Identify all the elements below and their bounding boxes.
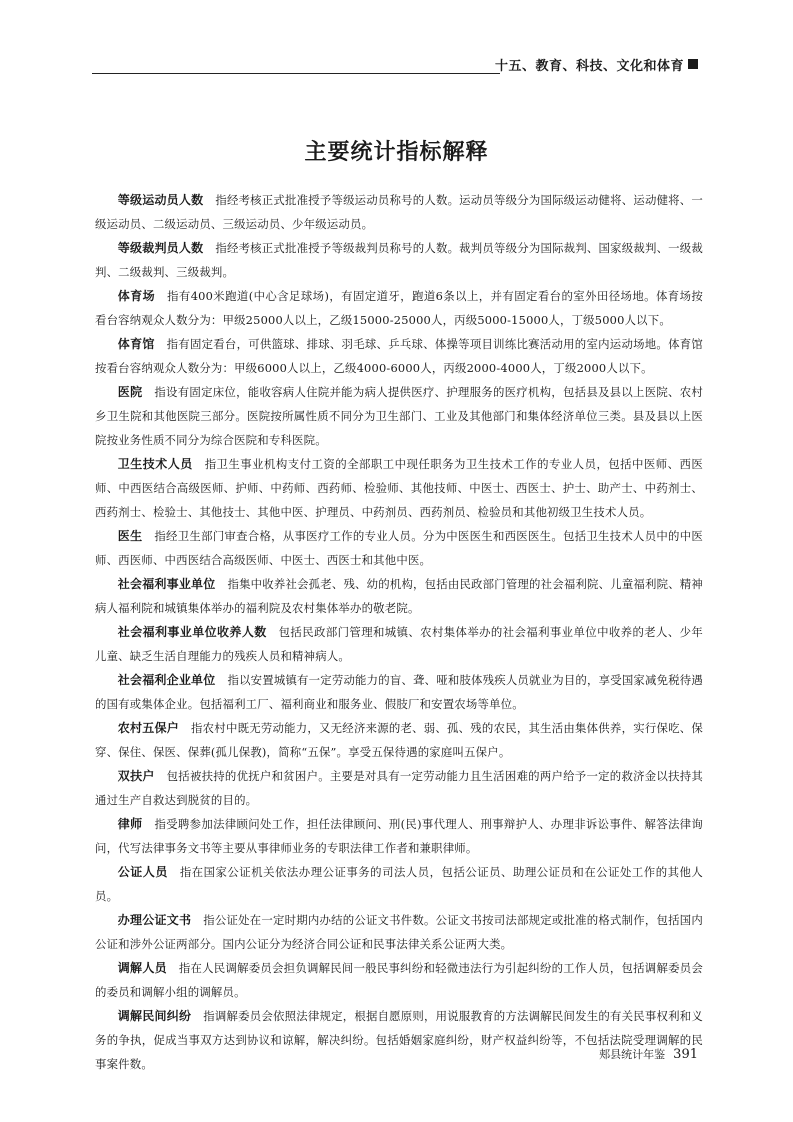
definition-term: 调解民间纠纷 [117, 1009, 192, 1023]
definition-text: 指有固定看台，可供篮球、排球、羽毛球、乒乓球、体操等项目训练比赛活动用的室内运动场地。体育馆按看台容纳观众人数分为：甲级6000人以上，乙级4000-6000人，丙级2000-4000人，丁级2000人以下。 [95, 337, 704, 375]
definition-term: 双扶户 [117, 769, 155, 783]
section-title: 十五、教育、科技、文化和体育 [494, 59, 684, 74]
page-title: 主要统计指标解释 [304, 140, 489, 165]
definition-entry [95, 524, 703, 572]
definition-text: 指受聘参加法律顾问处工作，担任法律顾问、刑(民)事代理人、刑事辩护人、办理非诉讼事件、解答法律询问，代写法律事务文书等主要从事律师业务的专职法律工作者和兼职律师。 [95, 817, 703, 855]
definition-entry [95, 188, 703, 236]
definition-term: 社会福利事业单位收养人数 [117, 625, 267, 639]
definition-term: 等级运动员人数 [117, 193, 204, 207]
definition-text: 指农村中既无劳动能力，又无经济来源的老、弱、孤、残的农民，其生活由集体供养，实行保吃、保穿、保住、保医、保葬(孤儿保教)，简称“五保”。享受五保待遇的家庭叫五保户。 [95, 721, 703, 759]
definition-term: 卫生技术人员 [117, 457, 193, 471]
definition-text: 指在国家公证机关依法办理公证事务的司法人员，包括公证员、助理公证员和在公证处工作的其他人员。 [95, 865, 703, 903]
definition-entry [95, 860, 703, 908]
header-rule [92, 73, 500, 74]
definition-term: 公证人员 [117, 865, 168, 879]
definition-entry [95, 620, 703, 668]
definition-text: 指集中收养社会孤老、残、幼的机构，包括由民政部门管理的社会福利院、儿童福利院、精神病人福利院和城镇集体举办的福利院及农村集体举办的敬老院。 [95, 577, 703, 615]
definition-term: 体育馆 [117, 337, 155, 351]
definition-text: 指调解委员会依照法律规定，根据自愿原则，用说服教育的方法调解民间发生的有关民事权利和义务的争执，促成当事双方达到协议和谅解，解决纠纷。包括婚姻家庭纠纷，财产权益纠纷等，不包括法院受理调解的民事案件数。 [95, 1009, 703, 1071]
definition-entry [95, 764, 703, 812]
definition-term: 医生 [117, 529, 143, 543]
definition-list [95, 188, 703, 1076]
definition-entry [95, 332, 703, 380]
publication-name: 郏县统计年鉴 [599, 1048, 666, 1061]
black-square-icon [688, 59, 698, 69]
definition-term: 社会福利事业单位 [117, 577, 216, 591]
definition-term: 医院 [117, 385, 143, 399]
definition-text: 指在人民调解委员会担负调解民间一般民事纠纷和轻微违法行为引起纠纷的工作人员，包括调解委员会的委员和调解小组的调解员。 [95, 961, 703, 999]
definition-entry [95, 908, 703, 956]
definition-entry [95, 812, 703, 860]
page-footer [599, 1046, 698, 1062]
definition-text: 指经考核正式批准授予等级裁判员称号的人数。裁判员等级分为国际裁判、国家级裁判、一级裁判、二级裁判、三级裁判。 [95, 241, 703, 279]
running-header [92, 52, 704, 76]
definition-text: 指设有固定床位，能收容病人住院并能为病人提供医疗、护理服务的医疗机构，包括县及县以上医院、农村乡卫生院和其他医院三部分。医院按所属性质不同分为卫生部门、工业及其他部门和集体经济单位三类。县及县以上医院按业务性质不同分为综合医院和专科医院。 [95, 385, 704, 447]
definition-term: 体育场 [117, 289, 156, 303]
definition-text: 指经考核正式批准授予等级运动员称号的人数。运动员等级分为国际级运动健将、运动健将、一级运动员、二级运动员、三级运动员、少年级运动员。 [95, 193, 703, 231]
page-number: 391 [673, 1047, 698, 1062]
definition-text: 指经卫生部门审查合格，从事医疗工作的专业人员。分为中医医生和西医医生。包括卫生技术人员中的中医师、西医师、中西医结合高级医师、中医士、西医士和其他中医。 [95, 529, 704, 567]
definition-text: 指有400米跑道(中心含足球场)，有固定道牙，跑道6条以上，并有固定看台的室外田径场地。体育场按看台容纳观众人数分为：甲级25000人以上，乙级15000-25000人，丙级5000-15000人，丁级5000人以下。 [95, 289, 703, 327]
definition-term: 调解人员 [117, 961, 167, 975]
definition-entry [95, 572, 703, 620]
definition-entry [95, 716, 703, 764]
definition-text: 指公证处在一定时期内办结的公证文书件数。公证文书按司法部规定或批准的格式制作，包括国内公证和涉外公证两部分。国内公证分为经济合同公证和民事法律关系公证两大类。 [95, 913, 703, 951]
definition-text: 指卫生事业机构支付工资的全部职工中现任职务为卫生技术工作的专业人员，包括中医师、西医师、中西医结合高级医师、护师、中药师、西药师、检验师、其他技师、中医士、西医士、护士、助产士、中药剂士、西药剂士、检验士、其他技士、其他中医、护理员、中药剂员、西药剂员、检验员和其他初级卫生技术人员。 [95, 457, 704, 519]
definition-term: 农村五保户 [117, 721, 180, 735]
definition-entry [95, 236, 703, 284]
definition-text: 包括民政部门管理和城镇、农村集体举办的社会福利事业单位中收养的老人、少年儿童、缺乏生活自理能力的残疾人员和精神病人。 [95, 625, 704, 663]
definition-text: 指以安置城镇有一定劳动能力的盲、聋、哑和肢体残疾人员就业为目的，享受国家减免税待遇的国有或集体企业。包括福利工厂、福利商业和服务业、假肢厂和安置农场等单位。 [95, 673, 703, 711]
definition-term: 等级裁判员人数 [117, 241, 204, 255]
definition-term: 办理公证文书 [117, 913, 192, 927]
definition-term: 律师 [117, 817, 143, 831]
definition-entry [95, 284, 703, 332]
definition-entry [95, 668, 703, 716]
definition-entry [95, 380, 703, 452]
definition-entry [95, 1004, 703, 1076]
definition-entry [95, 956, 703, 1004]
definition-entry [95, 452, 703, 524]
definition-text: 包括被扶持的优抚户和贫困户。主要是对具有一定劳动能力且生活困难的两户给予一定的救济金以扶持其通过生产自救达到脱贫的目的。 [95, 769, 704, 807]
definition-term: 社会福利企业单位 [117, 673, 216, 687]
